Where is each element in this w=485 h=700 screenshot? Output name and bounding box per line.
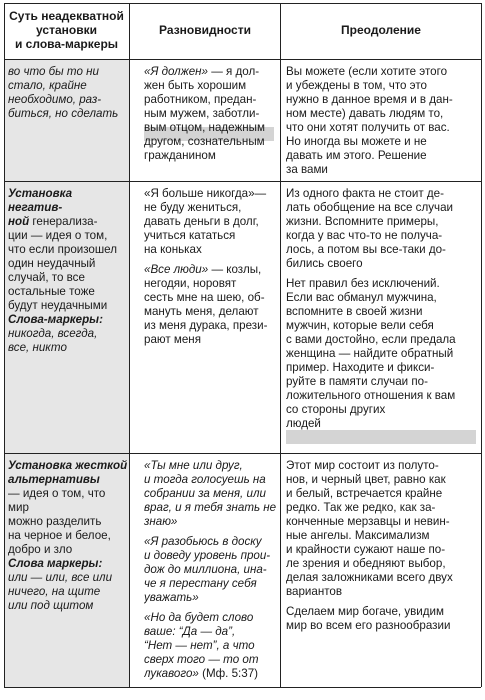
- table-border-top: [4, 3, 481, 4]
- header-col3: Преодоление: [341, 23, 421, 37]
- row2-variants: «Я больше никогда»— не буду жениться, давать деньги в долг, учиться кататься на коньках «Все люди» — козлы, негодяи, норовят сесть мне на шею, об- мануть меня, делают из меня дурака, прези- рают меня: [144, 187, 268, 346]
- row1-description: во что бы то ни стало, крайне необходимо, раз- биться, но сделать: [8, 65, 119, 120]
- row2-overcoming: Из одного факта не стоит де- лать обобщение на все случаи жизни. Вспомните примеры, когда у вас что-то не получа- лось, а потом вы все-таки до- бились своего Нет правил без исключений. Если вас обманул мужчина, вспомните в своей жизни мужчин, которые вели себя с вами достойно, если предала женщина — найдите обратный пример. Находите и фикси- руйте в памяти случаи по- ложительного отношения к вам со стороны других людей: [286, 187, 456, 430]
- comparison-table: [4, 3, 481, 687]
- header-divider: [4, 59, 481, 60]
- table-border-bottom: [4, 687, 481, 688]
- column-divider: [280, 3, 281, 687]
- column-divider: [129, 3, 130, 687]
- table-border-right: [481, 3, 482, 687]
- row-divider: [4, 453, 481, 454]
- row2-description: Установка негатив- ной генерализа- ции — идея о том, что если произошел один неудачный случай, то все остальные тоже будут неудачными Слова-маркеры: никогда, всегда, все, никто: [8, 187, 118, 354]
- row3-variants: «Ты мне или друг, и тогда голосуешь на собрании за меня, или враг, и я тебя знать не знаю» «Я разобьюсь в доску и доведу уровень прои- дож до миллиона, ина- че я перестану себя уважать» «Но да будет слово ваше: “Да — да”, “Нет — нет”, а что сверх того — то от лукавого» (Мф. 5:37): [144, 459, 277, 680]
- header-col2: Разновидности: [159, 23, 251, 37]
- highlight-band: [286, 430, 476, 444]
- row-divider: [4, 181, 481, 182]
- quote-text: «Я должен»: [144, 65, 208, 78]
- header-col1: Суть неадекватной установки и слова-маркеры: [9, 9, 124, 51]
- row3-description: Установка жесткой альтернативы — идея о том, что мир можно разделить на черное и белое, добро и зло Слова маркеры: или — или, все или ничего, на щите или под щитом: [8, 459, 128, 612]
- row1-overcoming: Вы можете (если хотите этого и убеждены в том, что это нужно в данное время и в дан- ном месте) давать людям то, что они хотят получить от вас. Но иногда вы можете и не давать им этого. Решение за вами: [286, 65, 453, 176]
- table-border-left: [4, 3, 5, 687]
- row1-variants: «Я должен» — я дол- жен быть хорошим работником, предан- ным мужем, заботли- вым отцом, надежным другом, сознательным гражданином: [144, 65, 265, 162]
- row3-overcoming: Этот мир состоит из полуто- нов, и черный цвет, равно как и белый, встречается крайне редко. Так же редко, как за- конченные мерзавцы и невин- ные ангелы. Максимализм и крайности сужают наше по- ле зрения и обедняют выбор, делая заложниками всего двух вариантов Сделаем мир богаче, увидим мир во всем его разнообразии: [286, 459, 453, 632]
